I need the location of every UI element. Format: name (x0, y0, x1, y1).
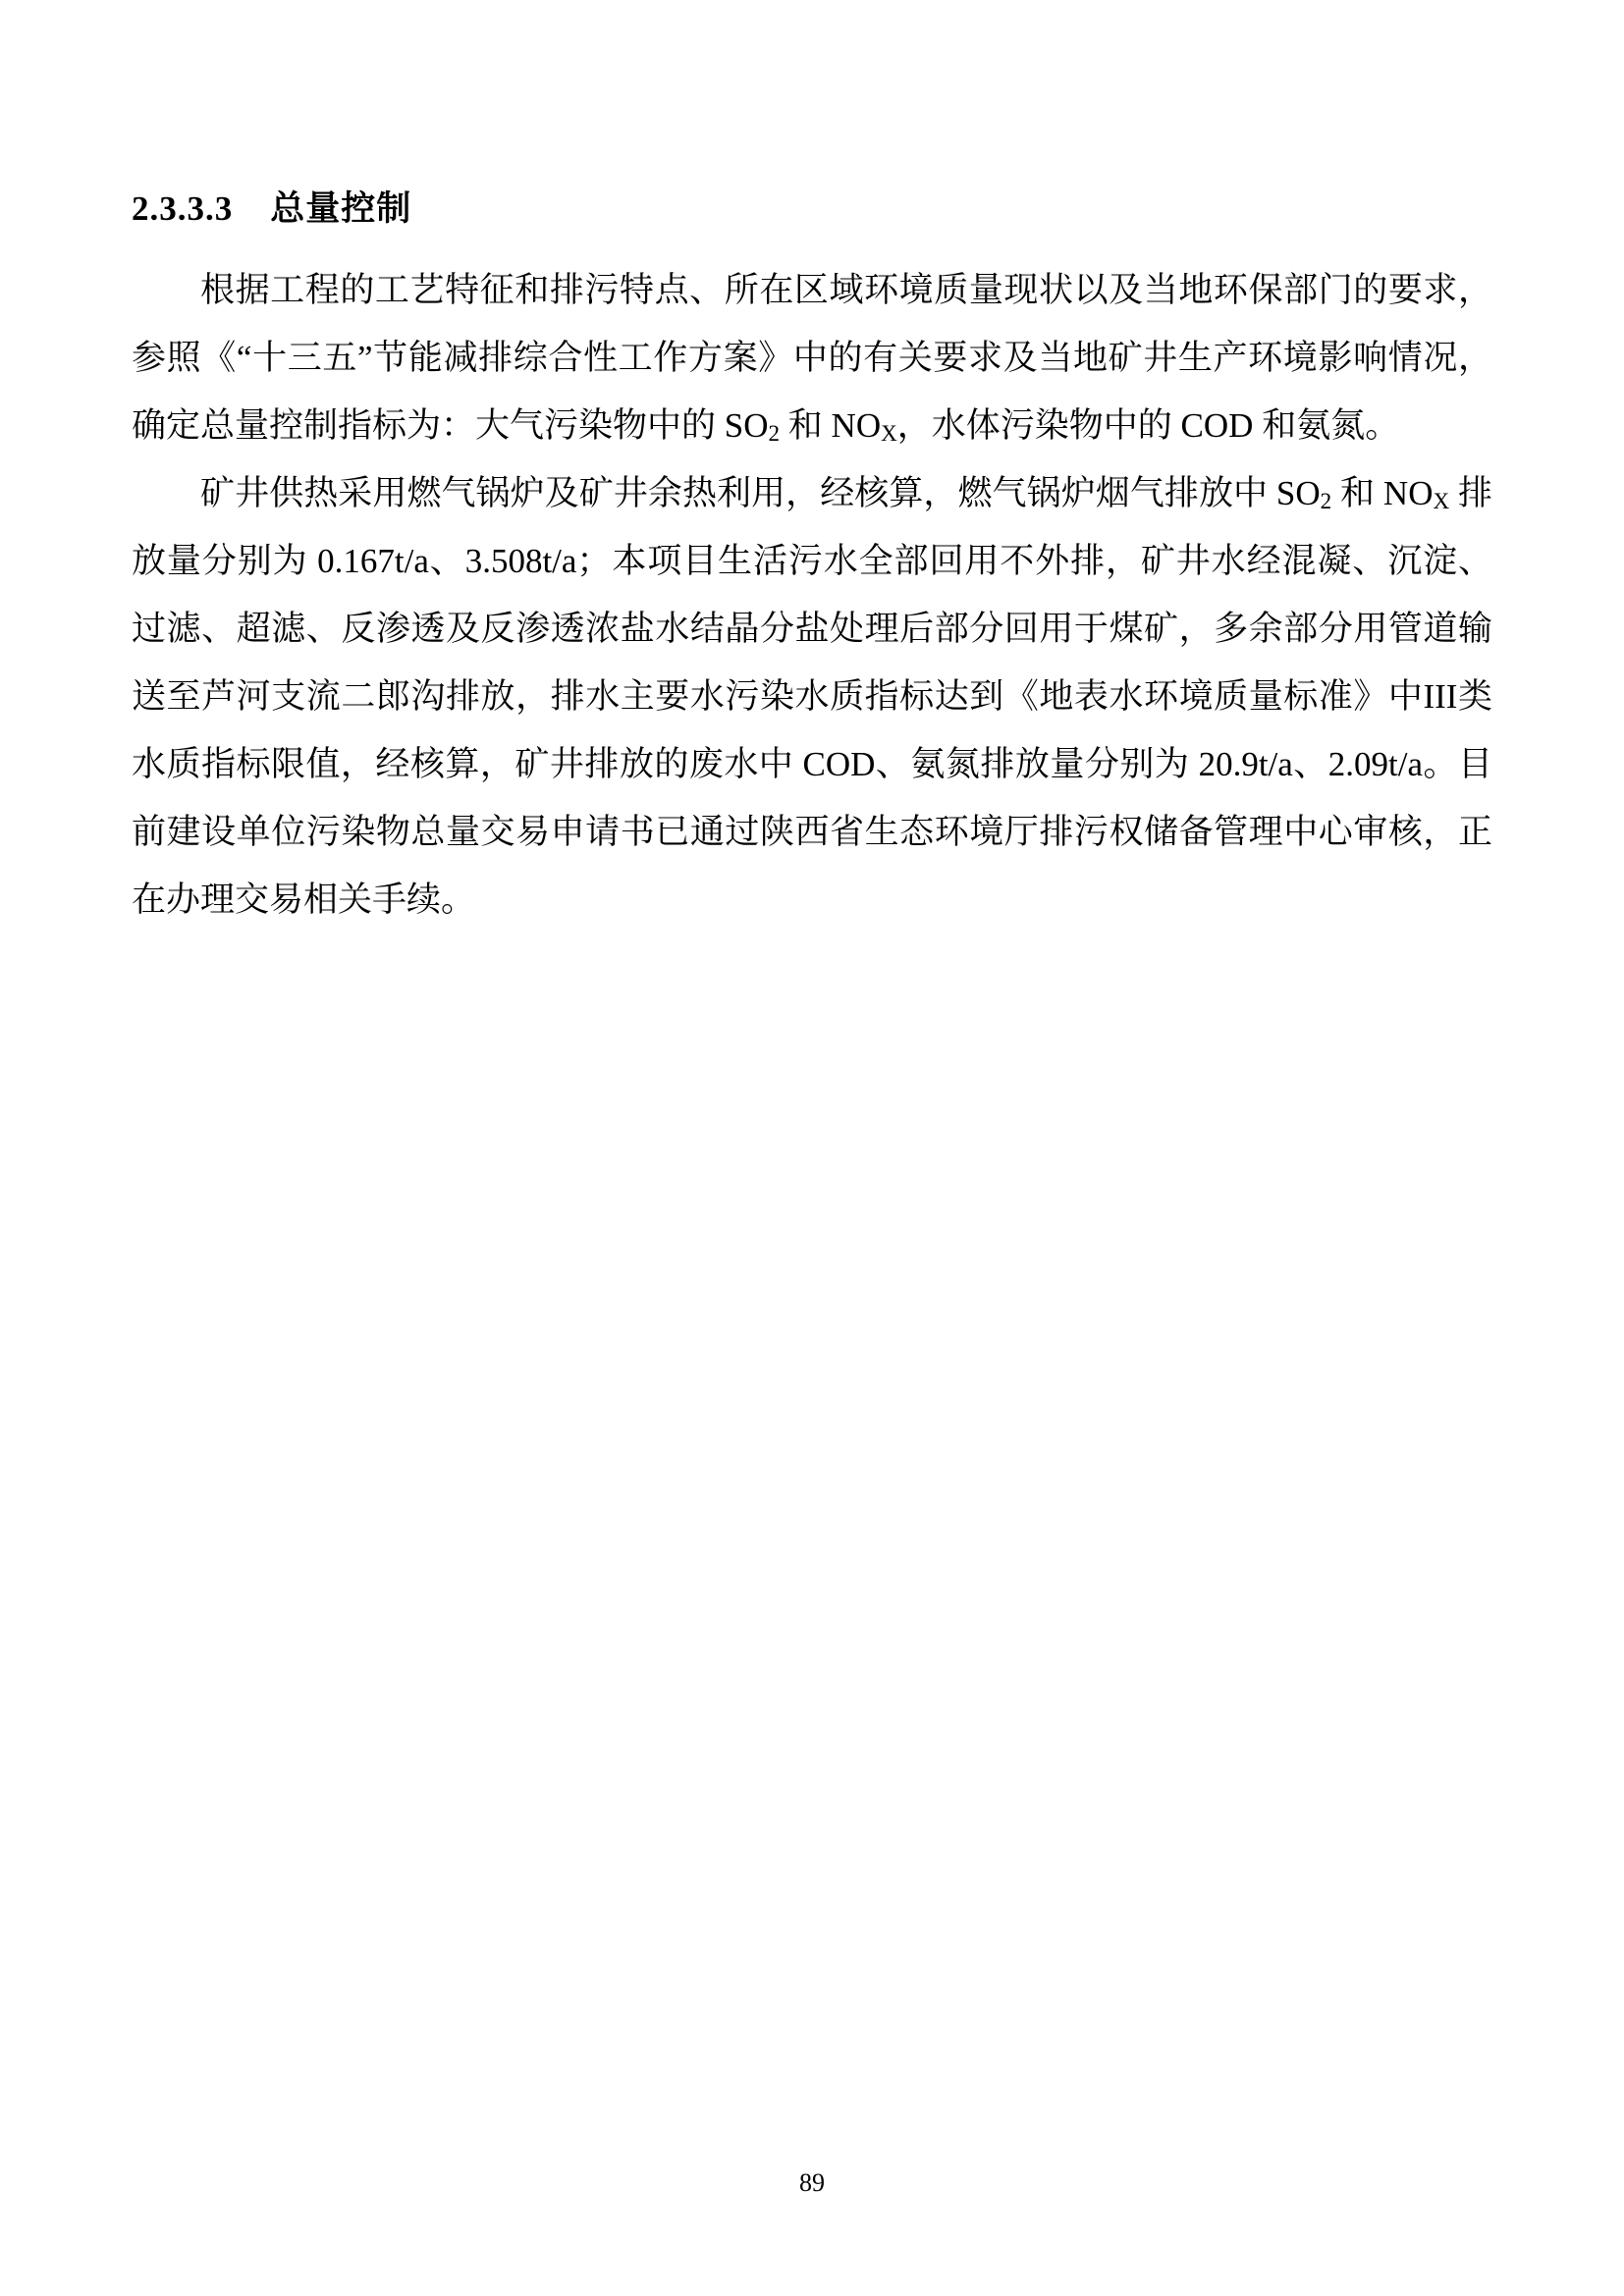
page-content (132, 189, 1492, 934)
section-title: 总量控制 (270, 189, 412, 228)
body-paragraph-1: 根据工程的工艺特征和排污特点、所在区域环境质量现状以及当地环保部门的要求，参照《“十三五”节能减排综合性工作方案》中的有关要求及当地矿井生产环境影响情况，确定总量控制指标为：大气污染物中的 $SO_2$ 和 $NO_X$，水体污染物中的 COD 和氨氮。 (132, 271, 1492, 447)
section-heading (132, 189, 1492, 229)
body-paragraph-2: 矿井供热采用燃气锅炉及矿井余热利用，经核算，燃气锅炉烟气排放中 $SO_2$ 和 $NO_X$ 排放量分别为 0.167t/a、3.508t/a；本项目生活污水全部回用不外排，矿井水经混凝、沉淀、过滤、超滤、反渗透及反渗透浓盐水结晶分盐处理后部分回用于煤矿，多余部分用管道输送至芦河支流二郎沟排放，排水主要水污染水质指标达到《地表水环境质量标准》中III类水质指标限值，经核算，矿井排放的废水中 COD、氨氮排放量分别为 20.9t/a、2.09t/a。目前建设单位污染物总量交易申请书已通过陕西省生态环境厅排污权储备管理中心审核，正在办理交易相关手续。 (132, 474, 1492, 920)
page-number: 89 (799, 2168, 825, 2197)
section-number: 2.3.3.3 (132, 189, 234, 228)
